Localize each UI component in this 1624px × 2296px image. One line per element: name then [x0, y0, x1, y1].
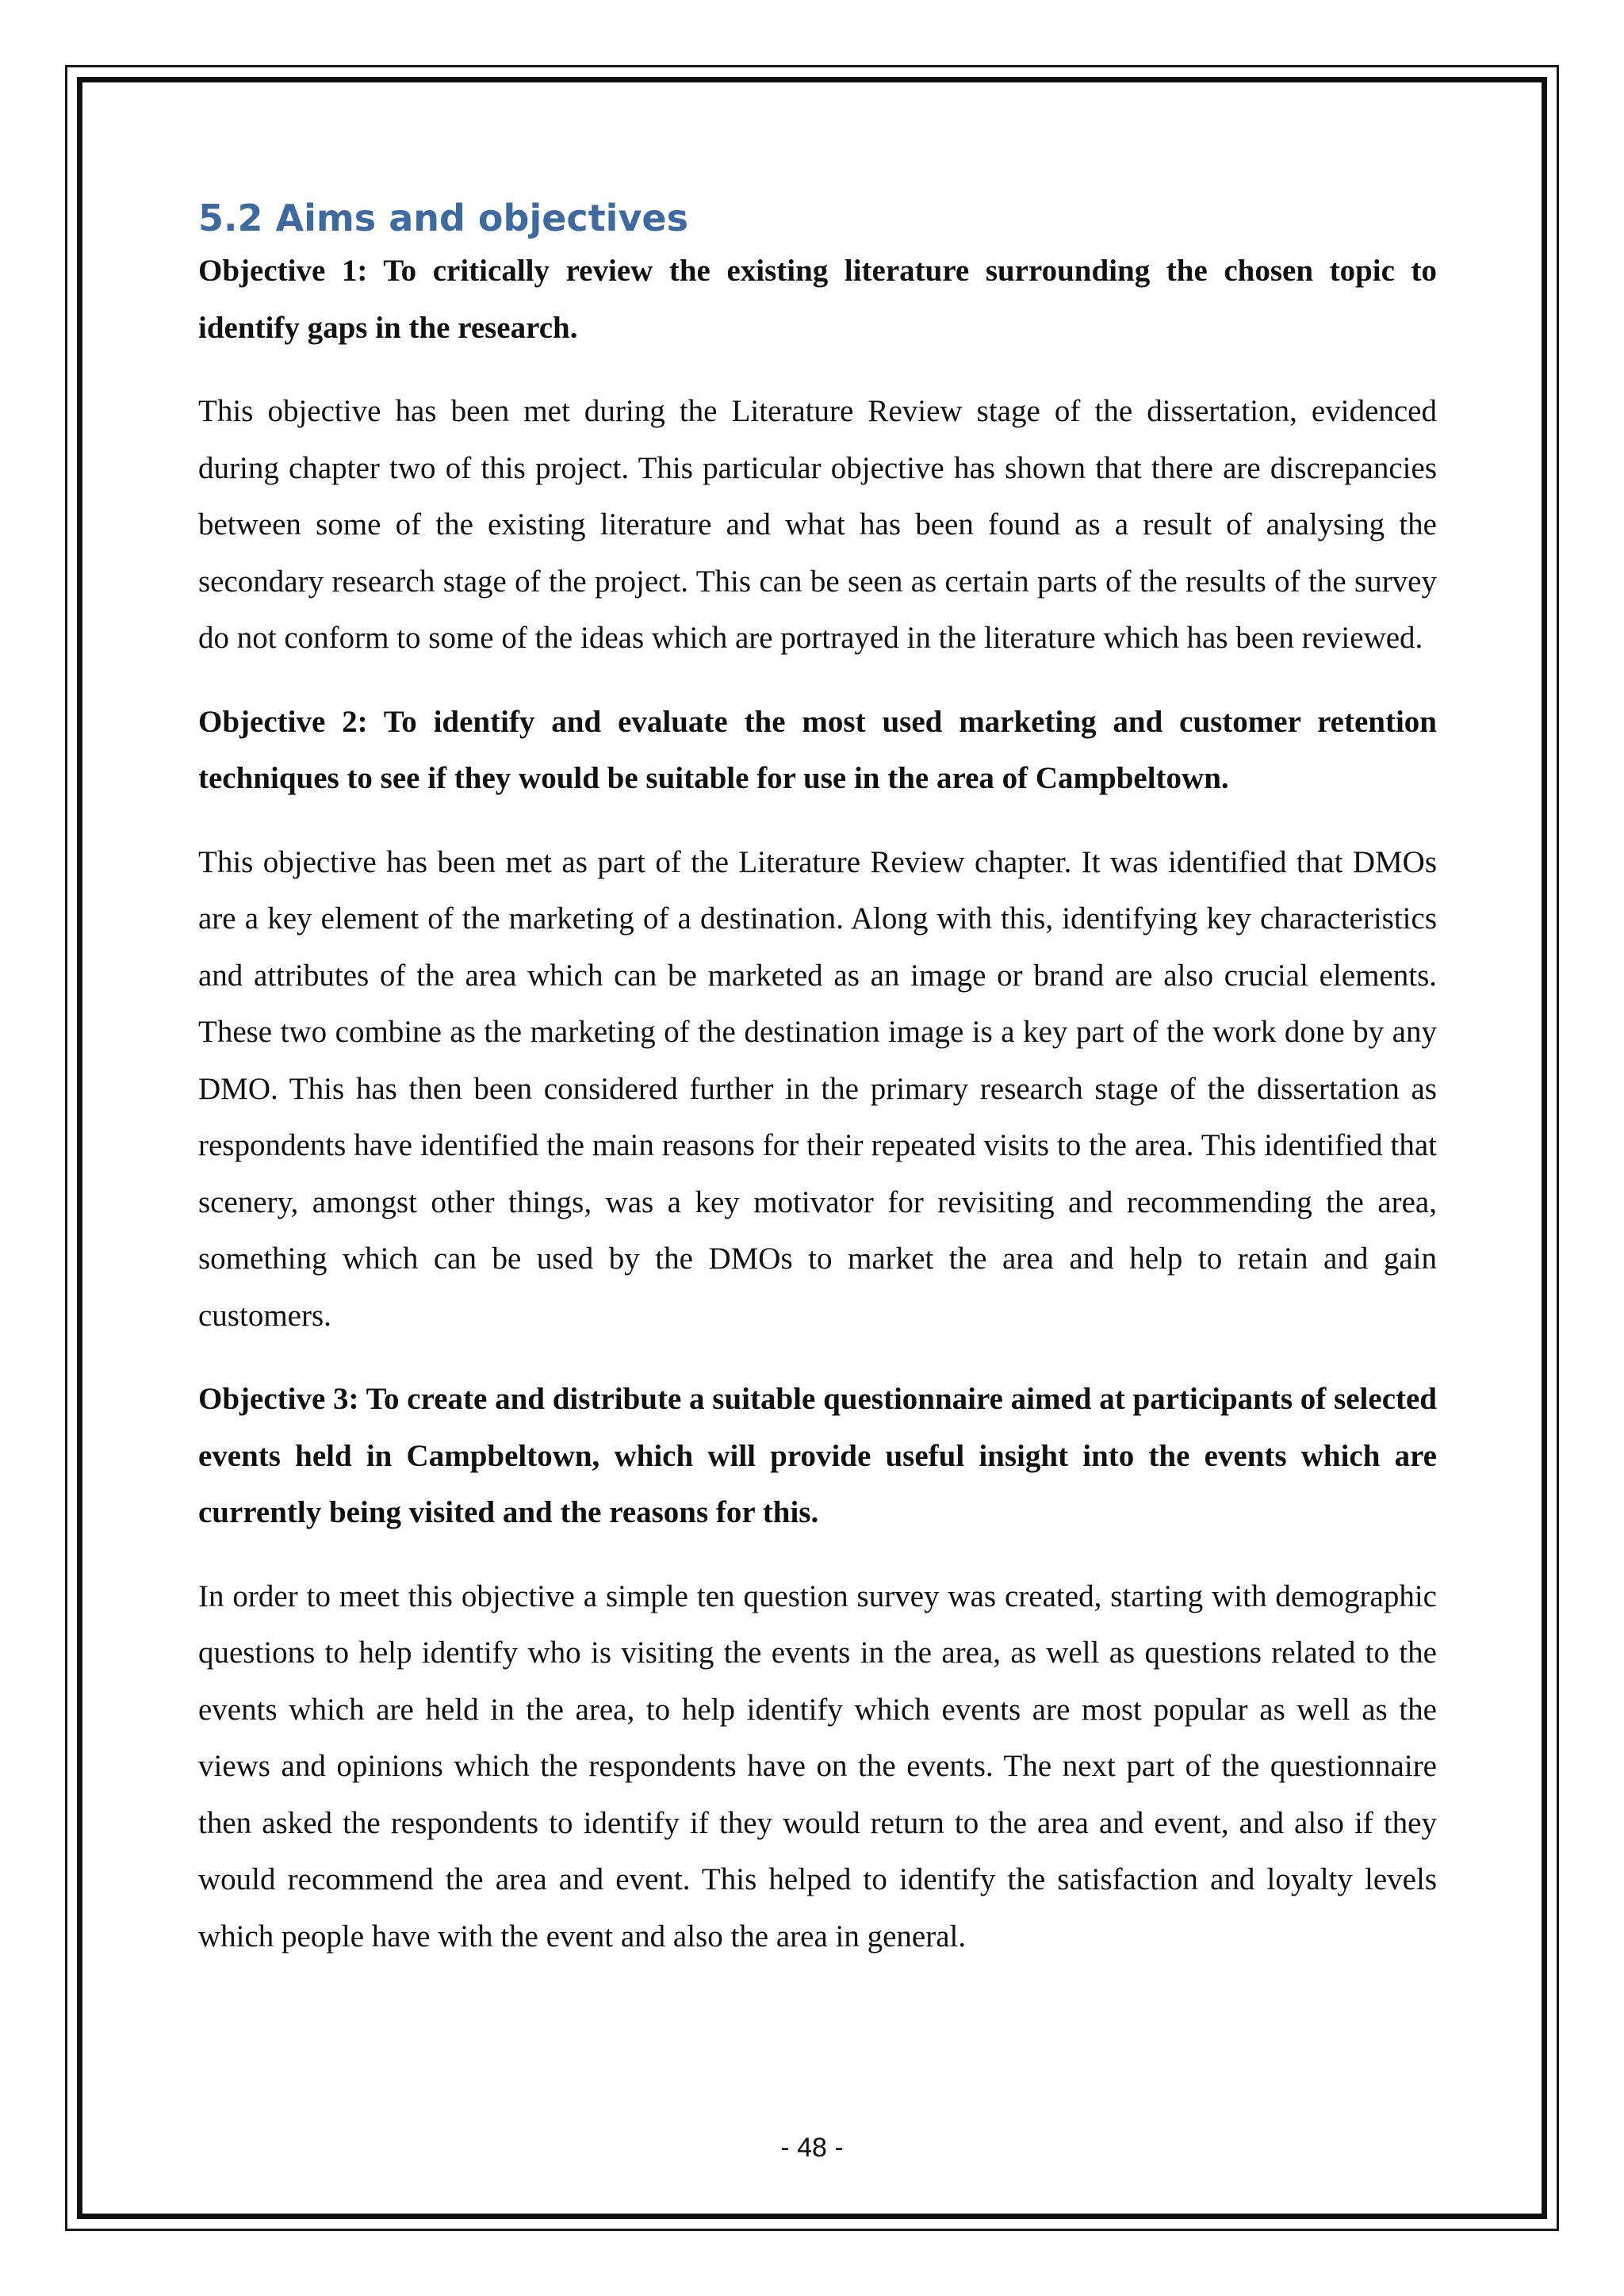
objective-2-heading: Objective 2: To identify and evaluate the most used marketing and customer retention techniques to see if they would be suitable for use in the area of Campbeltown.: [198, 704, 1437, 795]
spacer: [198, 667, 1437, 694]
section-title: 5.2 Aims and objectives: [198, 197, 689, 239]
spacer: [198, 1541, 1437, 1568]
objective-1-body: This objective has been met during the Literature Review stage of the dissertation, evidenced during chapter two of this project. This particular objective has shown that there are discrepancies between some of the existing literature and what has been found as a result of analysing the secondary research stage of the project. This can be seen as certain parts of the results of the survey do not conform to some of the ideas which are portrayed in the literature which has been reviewed.: [198, 394, 1437, 655]
objective-3-body: In order to meet this objective a simple ten question survey was created, starting with demographic questions to help identify who is visiting the events in the area, as well as questions related to the events which are held in the area, to help identify which events are most popular as well as the views and opinions which the respondents have on the events. The next part of the questionnaire then asked the respondents to identify if they would return to the area and event, and also if they would recommend the area and event. This helped to identify the satisfaction and loyalty levels which people have with the event and also the area in general.: [198, 1578, 1437, 1954]
page-content: [198, 195, 1437, 1965]
objective-1-heading: Objective 1: To critically review the existing literature surrounding the chosen topic to identify gaps in the research.: [198, 254, 1437, 345]
spacer: [198, 1344, 1437, 1371]
spacer: [198, 356, 1437, 383]
objective-3-heading: Objective 3: To create and distribute a suitable questionnaire aimed at participants of selected events held in Campbeltown, which will provide useful insight into the events which are currently being visited and the reasons for this.: [198, 1382, 1437, 1529]
objective-2-body: This objective has been met as part of the Literature Review chapter. It was identified that DMOs are a key element of the marketing of a destination. Along with this, identifying key characteristics and attributes of the area which can be marketed as an image or brand are also crucial elements. These two combine as the marketing of the destination image is a key part of the work done by any DMO. This has then been considered further in the primary research stage of the dissertation as respondents have identified the main reasons for their repeated visits to the area. This identified that scenery, amongst other things, was a key motivator for revisiting and recommending the area, something which can be used by the DMOs to market the area and help to retain and gain customers.: [198, 844, 1437, 1333]
spacer: [198, 807, 1437, 834]
page-number: - 48 -: [780, 2133, 844, 2163]
